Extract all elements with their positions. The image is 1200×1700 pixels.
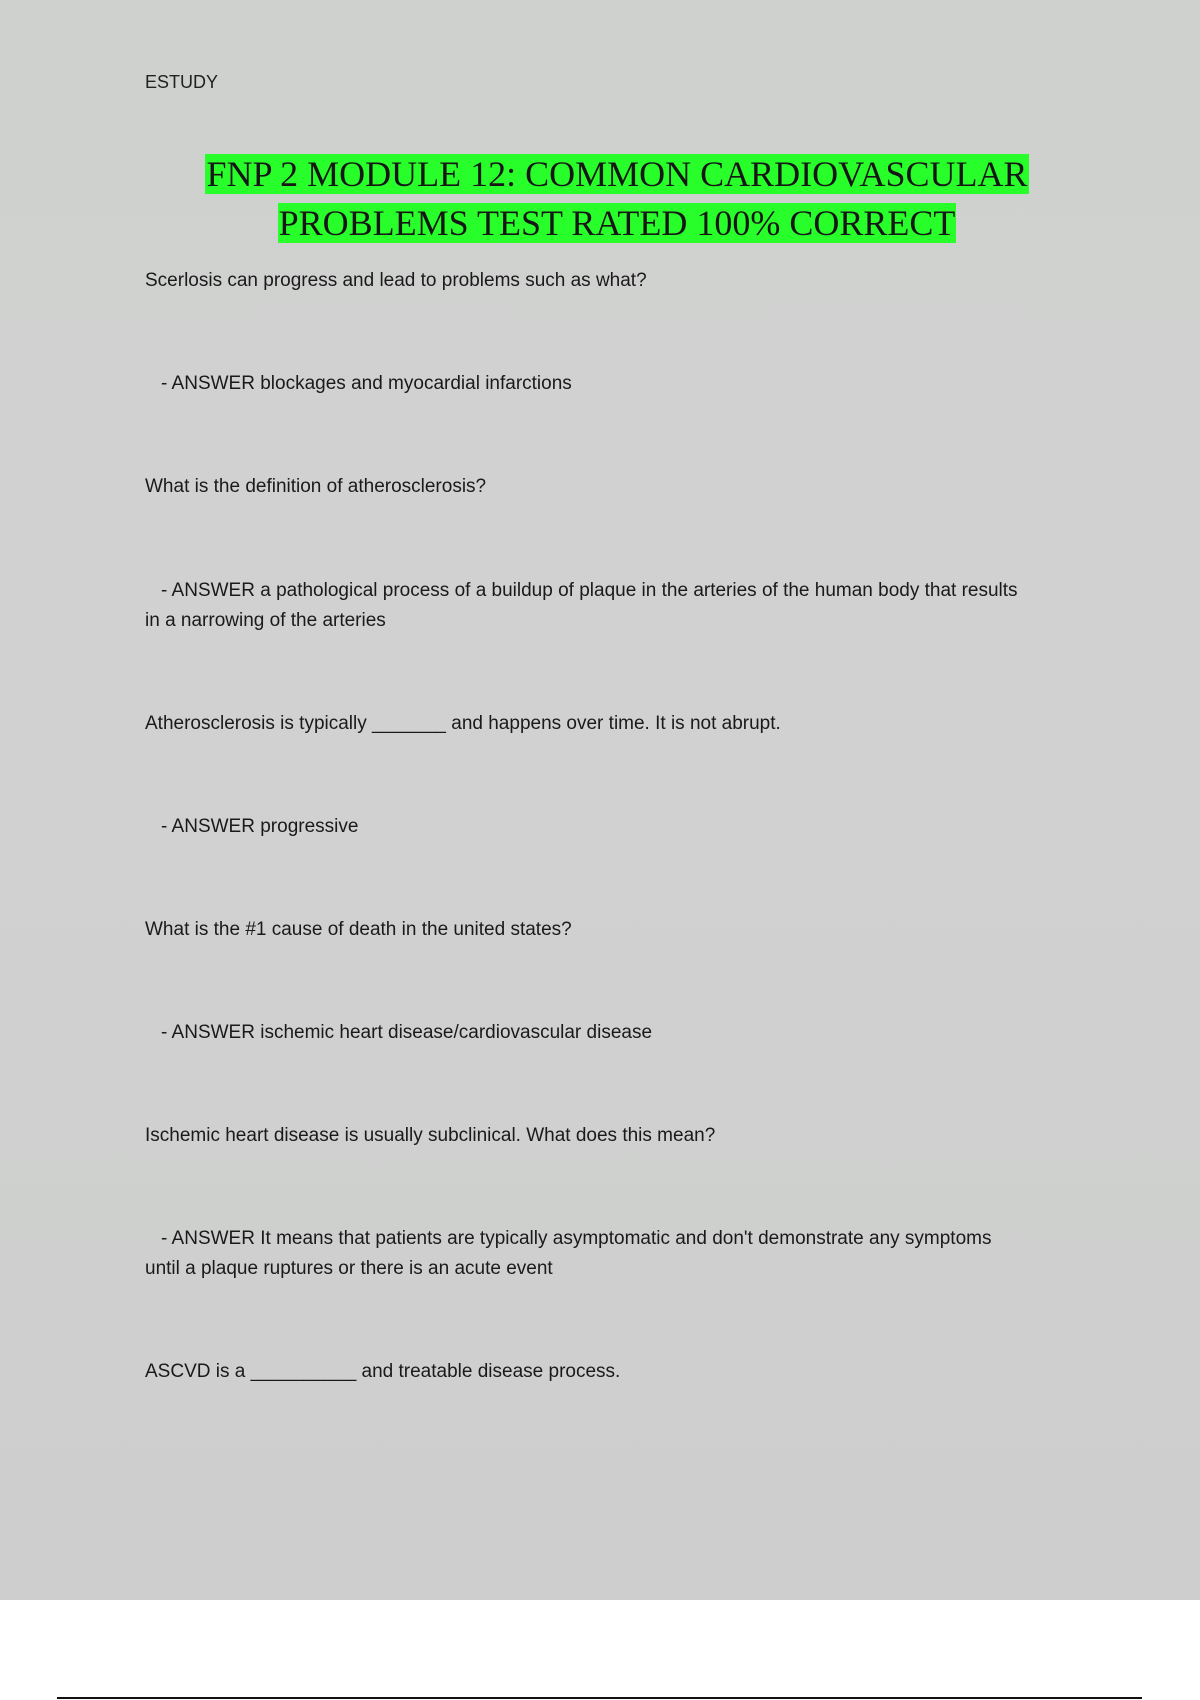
question-6: ASCVD is a __________ and treatable disease process. [145,1361,621,1382]
question-3: Atherosclerosis is typically _______ and happens over time. It is not abrupt. [145,713,781,734]
answer-5-line-2: until a plaque ruptures or there is an acute event [145,1258,553,1279]
answer-1-text: - ANSWER blockages and myocardial infarctions [161,373,572,394]
answer-2-line-1 [145,576,1018,606]
footer-divider [57,1697,1142,1699]
title-line-2: PROBLEMS TEST RATED 100% CORRECT [278,203,956,243]
answer-3 [145,812,358,842]
question-2: What is the definition of atherosclerosis? [145,476,487,497]
question-4: What is the #1 cause of death in the united states? [145,919,572,940]
answer-3-text: - ANSWER progressive [161,816,359,837]
answer-2-line-2: in a narrowing of the arteries [145,610,386,631]
title-line-1: FNP 2 MODULE 12: COMMON CARDIOVASCULAR [206,154,1028,194]
document-title [0,150,1200,248]
answer-2-text: - ANSWER a pathological process of a buildup of plaque in the arteries of the human body that results [161,580,1018,601]
question-5: Ischemic heart disease is usually subclinical. What does this mean? [145,1125,716,1146]
answer-4-text: - ANSWER ischemic heart disease/cardiovascular disease [161,1022,653,1043]
answer-5-text: - ANSWER It means that patients are typically asymptomatic and don't demonstrate any symptoms [161,1228,992,1249]
answer-1 [145,369,572,399]
answer-4 [145,1018,652,1048]
answer-5-line-1 [145,1224,991,1254]
question-1: Scerlosis can progress and lead to problems such as what? [145,270,647,291]
header-label: ESTUDY [145,72,219,92]
